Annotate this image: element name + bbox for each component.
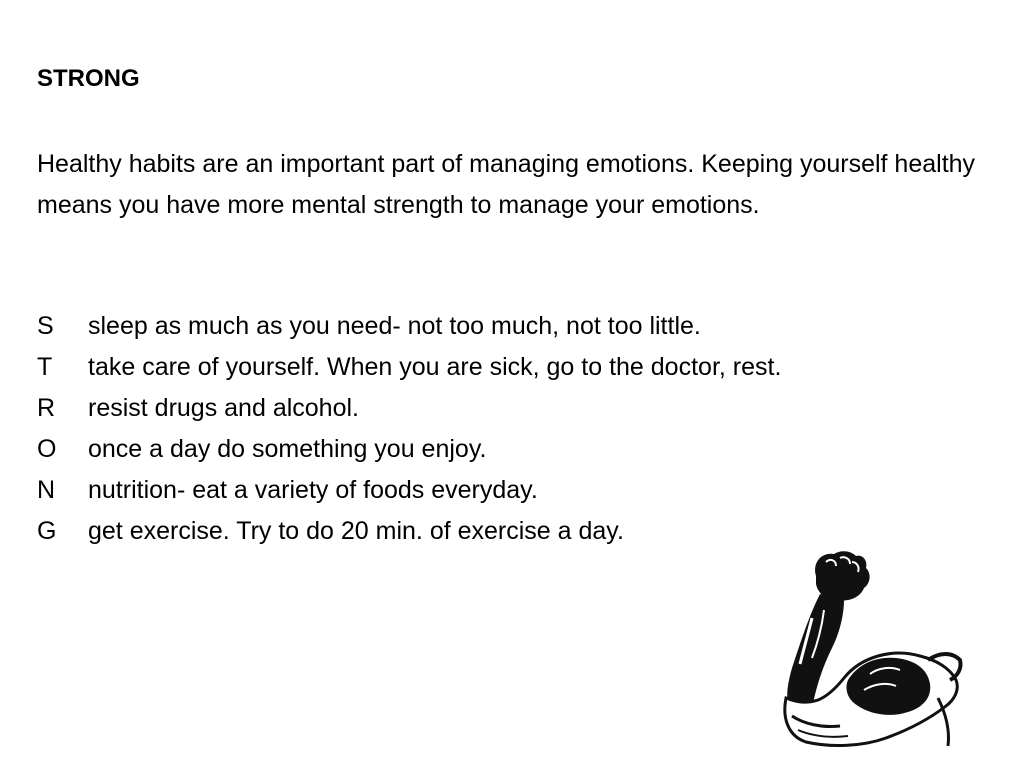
acrostic-text: take care of yourself. When you are sick, go to the doctor, rest. bbox=[88, 353, 782, 381]
acrostic-text: get exercise. Try to do 20 min. of exercise a day. bbox=[88, 517, 624, 545]
list-item bbox=[37, 347, 997, 388]
list-item bbox=[37, 306, 997, 347]
list-item bbox=[37, 429, 997, 470]
acrostic-letter: T bbox=[37, 353, 53, 381]
intro-paragraph: Healthy habits are an important part of managing emotions. Keeping yourself healthy means you have more mental strength to manage your emotions. bbox=[37, 150, 976, 219]
acrostic-text: sleep as much as you need- not too much, not too little. bbox=[88, 312, 701, 340]
strong-acrostic-list bbox=[37, 306, 997, 552]
acrostic-letter: O bbox=[37, 435, 57, 463]
slide-title: STRONG bbox=[37, 65, 140, 92]
flexed-arm-icon bbox=[778, 548, 964, 748]
acrostic-text: nutrition- eat a variety of foods everyday. bbox=[88, 476, 538, 504]
acrostic-letter: N bbox=[37, 476, 56, 504]
list-item bbox=[37, 388, 997, 429]
acrostic-letter: R bbox=[37, 394, 56, 422]
acrostic-text: resist drugs and alcohol. bbox=[88, 394, 359, 422]
list-item bbox=[37, 470, 997, 511]
acrostic-letter: G bbox=[37, 517, 57, 545]
list-item bbox=[37, 511, 997, 552]
acrostic-letter: S bbox=[37, 312, 54, 340]
acrostic-text: once a day do something you enjoy. bbox=[88, 435, 487, 463]
